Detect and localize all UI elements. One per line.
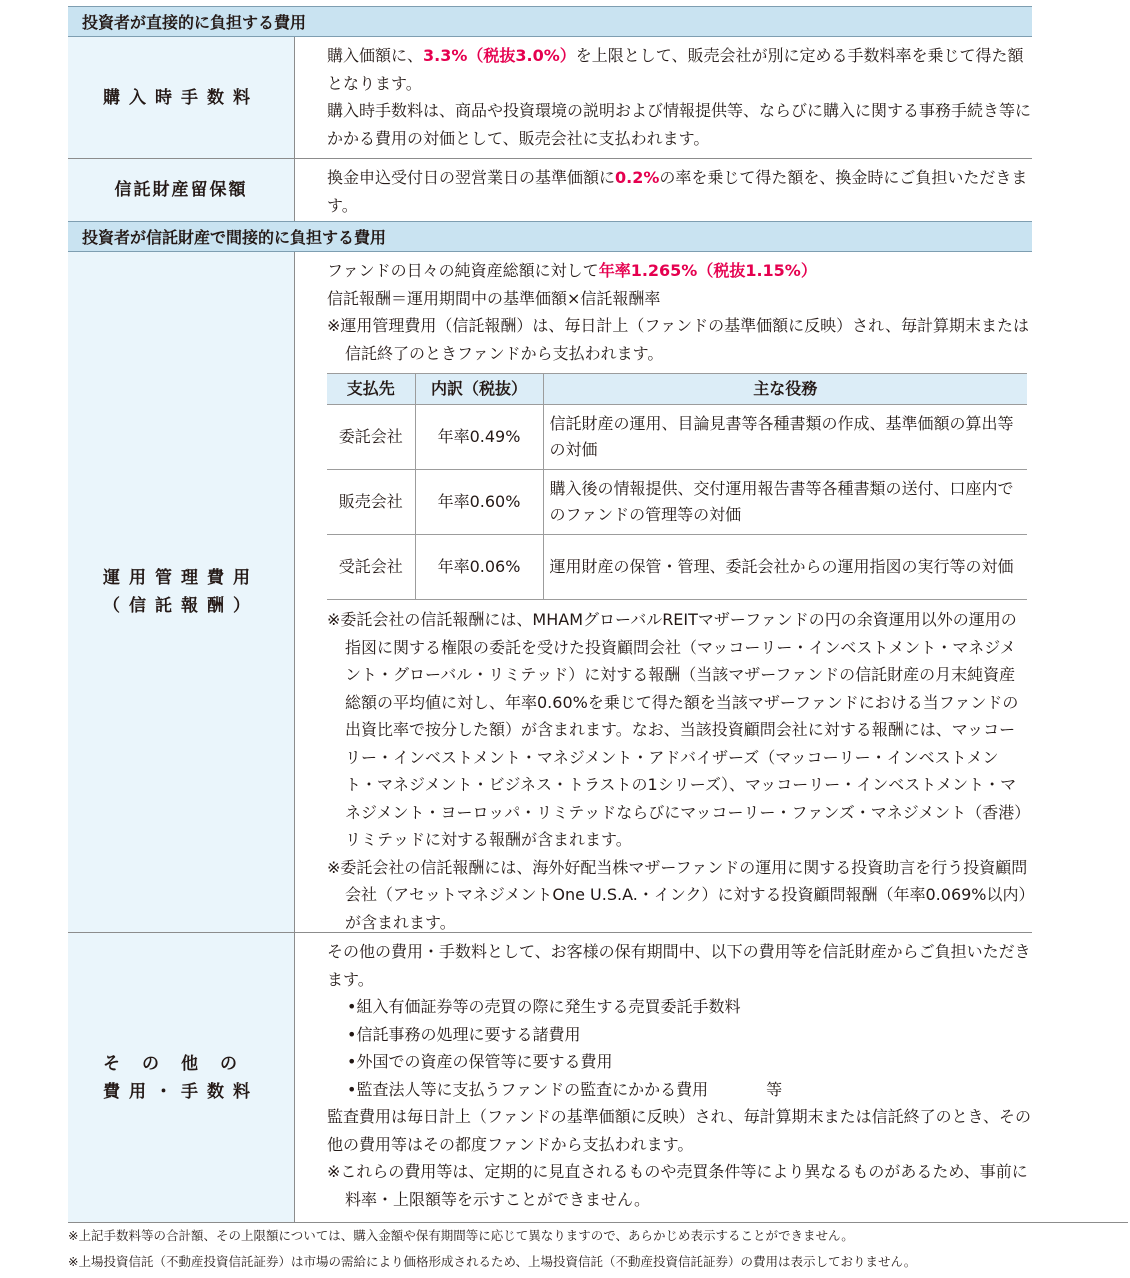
purchase-fee-line1-a: 購入価額に、	[327, 46, 424, 65]
label-management-fee-line1: 運用管理費用	[103, 568, 259, 588]
cell-payee: 受託会社	[327, 535, 415, 600]
label-management-fee-line2: （信託報酬）	[103, 596, 259, 616]
content-purchase-fee	[295, 37, 1032, 158]
row-retention	[68, 159, 1032, 221]
label-retention-text: 信託財産留保額	[114, 180, 248, 200]
cell-role: 信託財産の運用、目論見書等各種書類の作成、基準価額の算出等の対価	[543, 405, 1027, 470]
management-fee-note3: ※委託会社の信託報酬には、海外好配当株マザーファンドの運用に関する投資助言を行う投資顧問会社（アセットマネジメントOne U.S.A.・インク）に対する投資顧問報酬（年率0.069%以内）が含まれます。	[327, 857, 1028, 932]
label-purchase-fee-text: 購入時手数料	[103, 87, 259, 108]
header-payee: 支払先	[327, 374, 415, 405]
label-other-fees-line2: 費用・手数料	[103, 1081, 259, 1102]
other-fees-intro: その他の費用・手数料として、お客様の保有期間中、以下の費用等を信託財産からご負担いただきます。	[327, 942, 1031, 989]
list-item-text: •監査法人等に支払うファンドの監査にかかる費用	[347, 1079, 709, 1099]
retention-text-b: の率を乗じて得た額を、換金時にご負担いただきます。	[327, 168, 1028, 215]
management-fee-line1-a: ファンドの日々の純資産総額に対して	[327, 261, 599, 280]
list-item: •組入有価証券等の売買の際に発生する売買委託手数料	[347, 997, 741, 1016]
content-other-fees	[295, 933, 1032, 1222]
label-other-fees-line1: その他の	[103, 1053, 259, 1074]
content-management-fee	[295, 252, 1032, 932]
table-row	[327, 535, 1027, 600]
table-row	[327, 470, 1027, 535]
row-other-fees	[68, 933, 1032, 1223]
cell-payee: 販売会社	[327, 470, 415, 535]
cell-payee: 委託会社	[327, 405, 415, 470]
content-retention	[295, 159, 1032, 221]
purchase-fee-rate: 3.3%（税抜3.0%）	[423, 46, 576, 65]
footer-note2: ※上場投資信託（不動産投資信託証券）は市場の需給により価格形成されるため、上場投資信託（不動産投資信託証券）の費用は表示しておりません。	[68, 1254, 917, 1269]
table-row	[327, 405, 1027, 470]
section-title-direct: 投資者が直接的に負担する費用	[68, 6, 1032, 37]
list-item: •信託事務の処理に要する諸費用	[347, 1024, 581, 1044]
footer-note1: ※上記手数料等の合計額、その上限額については、購入金額や保有期間等に応じて異なりますので、あらかじめ表示することができません。	[68, 1228, 854, 1243]
retention-text	[327, 164, 1032, 219]
label-other-fees	[68, 933, 295, 1222]
row-management-fee	[68, 252, 1032, 933]
row-purchase-fee	[68, 37, 1032, 159]
fee-breakdown-table	[327, 373, 1027, 600]
management-fee-line2: 信託報酬＝運用期間中の基準価額×信託報酬率	[327, 288, 661, 308]
list-item: •外国での資産の保管等に要する費用	[347, 1052, 613, 1071]
cell-rate: 年率0.49%	[415, 405, 543, 470]
other-fees-note: ※これらの費用等は、定期的に見直されるものや売買条件等により異なるものがあるため、事前に料率・上限額等を示すことができません。	[327, 1162, 1028, 1209]
fee-breakdown-header	[327, 374, 1027, 405]
management-fee-rate: 年率1.265%（税抜1.15%）	[598, 261, 817, 280]
purchase-fee-line1	[327, 42, 1032, 97]
list-item	[327, 1076, 1032, 1104]
management-fee-note1: ※運用管理費用（信託報酬）は、毎日計上（ファンドの基準価額に反映）され、毎計算期末または信託終了のときファンドから支払われます。	[327, 316, 1030, 363]
cell-rate: 年率0.60%	[415, 470, 543, 535]
cell-rate: 年率0.06%	[415, 535, 543, 600]
cell-role: 運用財産の保管・管理、委託会社からの運用指図の実行等の対価	[543, 535, 1027, 600]
purchase-fee-line2: 購入時手数料は、商品や投資環境の説明および情報提供等、ならびに購入に関する事務手続き等にかかる費用の対価として、販売会社に支払われます。	[327, 101, 1032, 148]
other-fees-audit: 監査費用は毎日計上（ファンドの基準価額に反映）され、毎計算期末または信託終了のとき、その他の費用等はその都度ファンドから支払われます。	[327, 1107, 1032, 1154]
label-management-fee	[68, 252, 295, 932]
label-purchase-fee	[68, 37, 295, 158]
footer-notes	[68, 1222, 1128, 1275]
header-rate: 内訳（税抜）	[415, 374, 543, 405]
fee-table	[68, 6, 1032, 1223]
retention-rate: 0.2%	[615, 168, 660, 187]
retention-text-a: 換金申込受付日の翌営業日の基準価額に	[327, 168, 616, 187]
management-fee-note2: ※委託会社の信託報酬には、MHAMグローバルREITマザーファンドの円の余資運用以外の運用の指図に関する権限の委託を受けた投資顧問会社（マッコーリー・インベストメント・マネジメント・グローバル・リミテッド）に対する報酬（当該マザーファンドの信託財産の月末純資産総額の平均値に対し、年率0.60%を乗じて得た額を当該マザーファンドにおける当ファンドの出資比率で按分した額）が含まれます。なお、当該投資顧問会社に対する報酬には、マッコーリー・インベストメント・マネジメント・アドバイザーズ（マッコーリー・インベストメント・マネジメント・ビジネス・トラストの1シリーズ）、マッコーリー・インベストメント・マネジメント・ヨーロッパ・リミテッドならびにマッコーリー・ファンズ・マネジメント（香港）リミテッドに対する報酬が含まれます。	[327, 610, 1023, 849]
management-fee-line1	[327, 257, 1030, 285]
header-role: 主な役務	[543, 374, 1027, 405]
label-retention	[68, 159, 295, 221]
list-item-suffix: 等	[766, 1079, 783, 1099]
purchase-fee-line1-b: を上限として、販売会社が別に定める手数料率を乗じて得た額となります。	[327, 46, 1024, 93]
section-title-indirect: 投資者が信託財産で間接的に負担する費用	[68, 221, 1032, 252]
cell-role: 購入後の情報提供、交付運用報告書等各種書類の送付、口座内でのファンドの管理等の対価	[543, 470, 1027, 535]
